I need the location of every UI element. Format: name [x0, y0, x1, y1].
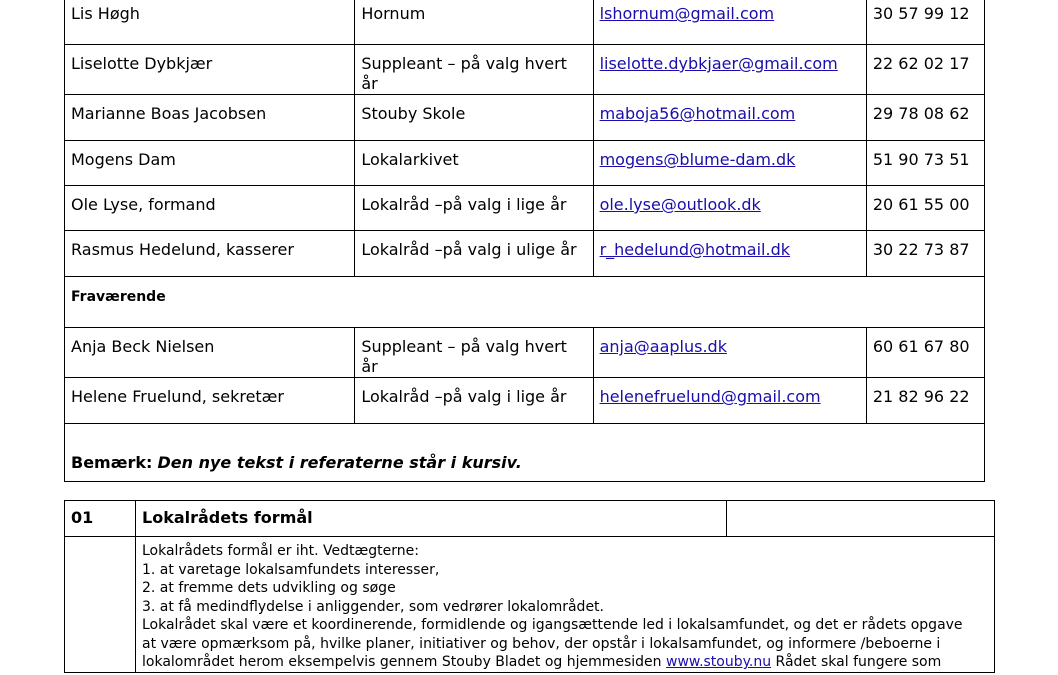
member-row [65, 0, 985, 45]
agenda-line: 3. at få medindflydelse i anliggender, som vedrører lokalområdet. [142, 598, 604, 615]
member-email[interactable]: ole.lyse@outlook.dk [599, 195, 761, 214]
member-name: Liselotte Dybkjær [71, 54, 213, 73]
member-phone: 30 22 73 87 [872, 240, 970, 259]
member-role: Lokalråd –på valg i lige år [361, 387, 567, 406]
member-email[interactable]: maboja56@hotmail.com [599, 104, 796, 123]
agenda-line-last: lokalområdet herom eksempelvis gennem Stouby Bladet og hjemmesiden www.stouby.nu Rådet skal fungere som [142, 654, 942, 670]
member-name: Helene Fruelund, sekretær [71, 387, 284, 406]
member-phone: 22 62 02 17 [872, 54, 970, 73]
member-name: Anja Beck Nielsen [71, 337, 215, 356]
agenda-header-row [65, 501, 995, 537]
member-row [65, 231, 985, 277]
member-row [65, 378, 985, 424]
member-row [65, 186, 985, 231]
member-name: Marianne Boas Jacobsen [71, 104, 267, 123]
member-name: Lis Høgh [71, 4, 140, 23]
member-phone: 51 90 73 51 [872, 150, 970, 169]
absent-label: Fraværende [65, 277, 985, 328]
agenda-line: 1. at varetage lokalsamfundets interesser, [142, 561, 440, 578]
member-phone: 29 78 08 62 [872, 104, 970, 123]
member-row [65, 45, 985, 95]
member-email[interactable]: helenefruelund@gmail.com [599, 387, 821, 406]
agenda-body-gutter [65, 537, 136, 673]
agenda-empty-cell [727, 501, 995, 537]
member-email[interactable]: r_hedelund@hotmail.dk [599, 240, 790, 259]
member-row [65, 95, 985, 141]
note-cell [65, 424, 985, 482]
member-role: Suppleant – på valg hvert år [361, 54, 567, 93]
agenda-line: Lokalrådet skal være et koordinerende, formidlende og igangsættende led i lokalsamfundet, og det er rådets opgave [142, 617, 963, 633]
member-name: Ole Lyse, formand [71, 195, 216, 214]
agenda-line: Lokalrådets formål er iht. Vedtægterne: [142, 543, 419, 559]
member-role: Suppleant – på valg hvert år [361, 337, 567, 376]
member-row [65, 141, 985, 186]
member-name: Rasmus Hedelund, kasserer [71, 240, 294, 259]
member-row [65, 328, 985, 378]
member-email[interactable]: liselotte.dybkjaer@gmail.com [599, 54, 838, 73]
member-role: Lokalarkivet [361, 150, 459, 169]
member-phone: 60 61 67 80 [872, 337, 970, 356]
agenda-number: 01 [65, 501, 136, 537]
agenda-body [136, 537, 995, 673]
member-role: Lokalråd –på valg i lige år [361, 195, 567, 214]
note-label: Bemærk: [71, 453, 153, 472]
member-phone: 21 82 96 22 [872, 387, 970, 406]
website-link[interactable]: www.stouby.nu [666, 654, 772, 670]
member-name: Mogens Dam [71, 150, 176, 169]
note-text: Den nye tekst i referaterne står i kursiv. [157, 453, 522, 472]
absent-header-row [65, 277, 985, 328]
member-role: Lokalråd –på valg i ulige år [361, 240, 577, 259]
member-role: Hornum [361, 4, 426, 23]
agenda-title: Lokalrådets formål [136, 501, 727, 537]
agenda-table [64, 500, 995, 673]
member-phone: 30 57 99 12 [872, 4, 970, 23]
member-email[interactable]: anja@aaplus.dk [599, 337, 727, 356]
member-role: Stouby Skole [361, 104, 466, 123]
agenda-line: 2. at fremme dets udvikling og søge [142, 580, 396, 596]
members-table [64, 0, 985, 482]
member-email[interactable]: lshornum@gmail.com [599, 4, 775, 23]
note-row [65, 424, 985, 482]
agenda-line: at være opmærksom på, hvilke planer, initiativer og behov, der opstår i lokalsamfundet, og informere /beboerne i [142, 635, 941, 652]
agenda-body-row [65, 537, 995, 673]
member-phone: 20 61 55 00 [872, 195, 970, 214]
member-email[interactable]: mogens@blume-dam.dk [599, 150, 796, 169]
